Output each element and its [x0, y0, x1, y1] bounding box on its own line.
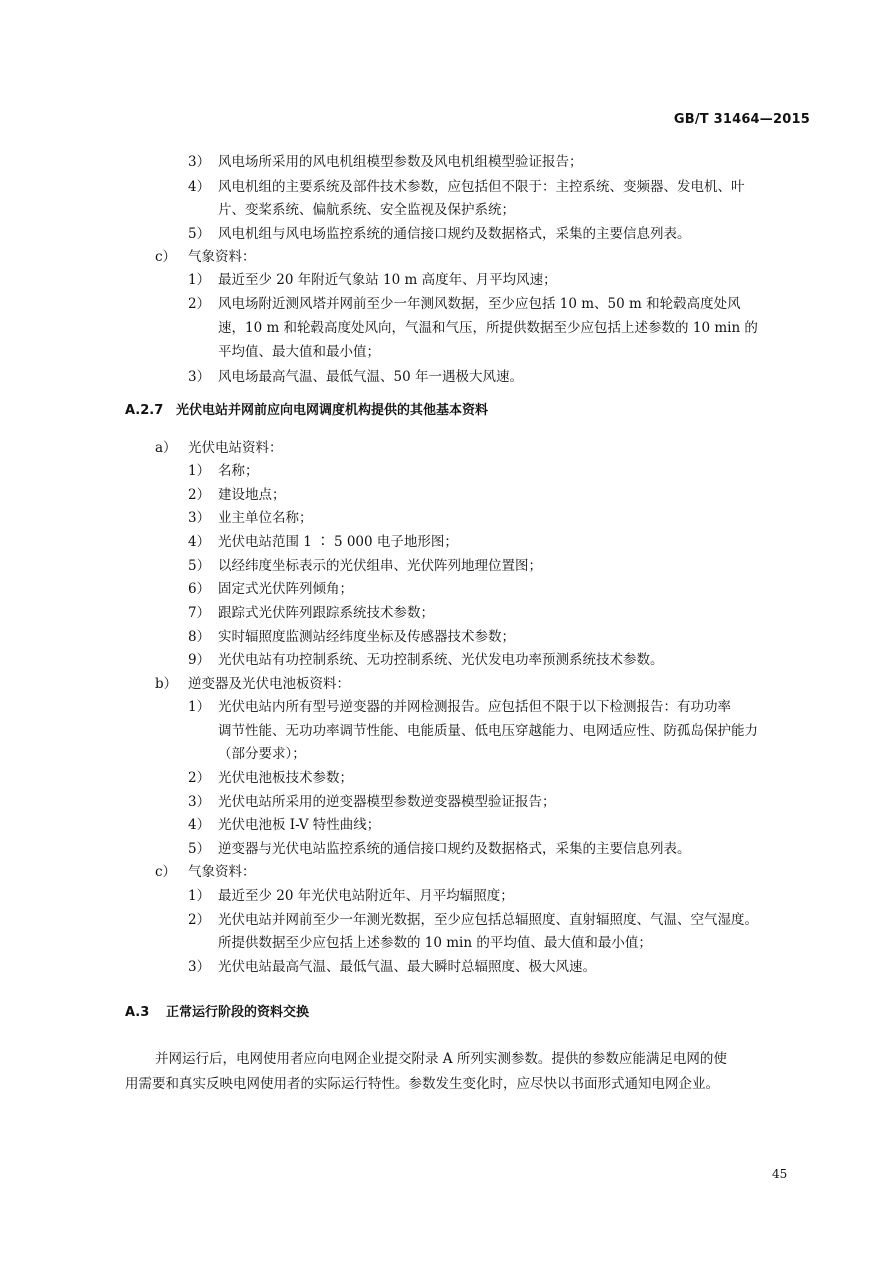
list-item-line: 风电场最高气温、最低气温、50 年一遇极大风速。 [218, 369, 523, 385]
list-item-line: 逆变器与光伏电站监控系统的通信接口规约及数据格式，采集的主要信息列表。 [218, 841, 691, 857]
list-item-line: 光伏电站范围 1 ∶ 5 000 电子地形图； [218, 534, 458, 550]
list-number: 9） [188, 652, 211, 668]
list-number: 2） [188, 770, 211, 786]
list-number: 3） [188, 154, 211, 170]
list-item-line: 固定式光伏阵列倾角； [218, 581, 353, 597]
section-heading: 光伏电站并网前应向电网调度机构提供的其他基本资料 [176, 403, 489, 418]
list-number: 2） [188, 296, 211, 312]
section-label: c） [155, 249, 177, 265]
section-label: c） [155, 864, 177, 880]
list-item-line: 片、变桨系统、偏航系统、安全监视及保护系统； [218, 202, 515, 218]
list-item-line: 速，10 m 和轮毂高度处风向，气温和气压，所提供数据至少应包括上述参数的 10 min 的 [218, 320, 758, 336]
section-heading: 正常运行阶段的资料交换 [166, 1005, 310, 1020]
list-number: 3） [188, 959, 211, 975]
list-item-line: （部分要求）； [218, 746, 306, 762]
list-item-line: 最近至少 20 年光伏电站附近年、月平均辐照度； [218, 888, 514, 904]
list-item-line: 风电机组的主要系统及部件技术参数，应包括但不限于：主控系统、变频器、发电机、叶 [218, 179, 745, 195]
list-number: 2） [188, 487, 211, 503]
list-item-line: 光伏电池板 I-V 特性曲线； [218, 817, 381, 833]
list-number: 1） [188, 272, 211, 288]
list-item-line: 调节性能、无功功率调节性能、电能质量、低电压穿越能力、电网适应性、防孤岛保护能力 [218, 723, 758, 739]
list-item-line: 光伏电站内所有型号逆变器的并网检测报告。应包括但不限于以下检测报告：有功功率 [218, 699, 731, 715]
list-item-line: 以经纬度坐标表示的光伏组串、光伏阵列地理位置图； [218, 558, 542, 574]
section-number: A.3 [125, 1005, 150, 1020]
list-item-line: 实时辐照度监测站经纬度坐标及传感器技术参数； [218, 629, 515, 645]
standard-number: GB/T 31464—2015 [673, 112, 810, 127]
list-number: 4） [188, 534, 211, 550]
list-item-line: 光伏电站有功控制系统、无功控制系统、光伏发电功率预测系统技术参数。 [218, 652, 664, 668]
section-label: b） [155, 676, 178, 692]
list-item-line: 跟踪式光伏阵列跟踪系统技术参数； [218, 605, 434, 621]
list-item-line: 建设地点； [218, 487, 286, 503]
section-number: A.2.7 [125, 403, 164, 418]
list-number: 1） [188, 888, 211, 904]
section-title: 逆变器及光伏电池板资料： [188, 676, 350, 692]
list-item-line: 光伏电站最高气温、最低气温、最大瞬时总辐照度、极大风速。 [218, 959, 596, 975]
list-item-line: 所提供数据至少应包括上述参数的 10 min 的平均值、最大值和最小值； [218, 935, 652, 951]
body-paragraph-line: 并网运行后，电网使用者应向电网企业提交附录 A 所列实测参数。提供的参数应能满足电网的使 [155, 1051, 727, 1067]
list-item-line: 光伏电池板技术参数； [218, 770, 353, 786]
list-number: 3） [188, 794, 211, 810]
list-item-line: 光伏电站并网前至少一年测光数据，至少应包括总辐照度、直射辐照度、气温、空气湿度。 [218, 912, 758, 928]
list-item-line: 业主单位名称； [218, 510, 313, 526]
list-number: 3） [188, 510, 211, 526]
list-item-line: 最近至少 20 年附近气象站 10 m 高度年、月平均风速； [218, 272, 557, 288]
list-number: 1） [188, 463, 211, 479]
list-number: 5） [188, 558, 211, 574]
list-number: 6） [188, 581, 211, 597]
list-number: 5） [188, 841, 211, 857]
list-number: 2） [188, 912, 211, 928]
section-label: a） [155, 440, 177, 456]
list-item-line: 风电机组与风电场监控系统的通信接口规约及数据格式，采集的主要信息列表。 [218, 226, 691, 242]
list-number: 5） [188, 226, 211, 242]
list-number: 4） [188, 817, 211, 833]
list-number: 8） [188, 629, 211, 645]
section-title: 气象资料： [188, 864, 256, 880]
list-item-line: 风电场附近测风塔并网前至少一年测风数据，至少应包括 10 m、50 m 和轮毂高度处风 [218, 296, 741, 312]
list-item-line: 平均值、最大值和最小值； [218, 344, 380, 360]
list-number: 7） [188, 605, 211, 621]
list-number: 1） [188, 699, 211, 715]
section-title: 气象资料： [188, 249, 256, 265]
page-number: 45 [772, 1167, 788, 1181]
list-item-line: 风电场所采用的风电机组模型参数及风电机组模型验证报告； [218, 154, 583, 170]
body-paragraph-line: 用需要和真实反映电网使用者的实际运行特性。参数发生变化时，应尽快以书面形式通知电网企业。 [125, 1076, 719, 1092]
section-title: 光伏电站资料： [188, 440, 283, 456]
list-item-line: 名称； [218, 463, 259, 479]
list-item-line: 光伏电站所采用的逆变器模型参数逆变器模型验证报告； [218, 794, 556, 810]
list-number: 3） [188, 369, 211, 385]
list-number: 4） [188, 179, 211, 195]
